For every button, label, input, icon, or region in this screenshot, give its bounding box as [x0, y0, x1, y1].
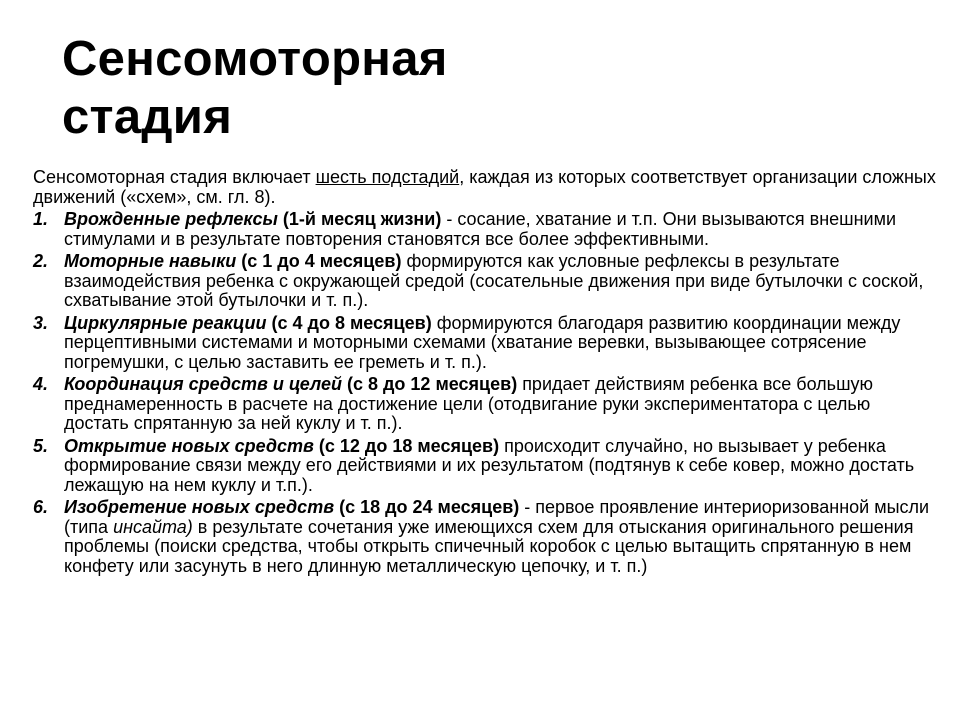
intro-paragraph — [33, 168, 938, 207]
list-item-number: 4. — [33, 374, 49, 394]
intro-text-start: Сенсомоторная стадия включает — [33, 167, 316, 187]
list-item-age: (с 8 до 12 месяцев) — [341, 374, 518, 394]
list-item-text: придает действиям ребенка все большую преднамеренность в расчете на достижение цели (отодвигание руки экспериментатора с целью достать спрятанную за ней куклу и т. п.). — [64, 374, 874, 433]
list-item-age: (с 1 до 4 месяцев) — [236, 251, 402, 271]
slide-body — [33, 168, 938, 579]
list-item-text: формируются благодаря развитию координации между перцептивными системами и моторными схемами (хватание веревки, вызывающее сотрясение погремушки, с целью заставить ее греметь и т. п.). — [64, 312, 901, 372]
substages-list — [33, 210, 938, 576]
list-item-text: - первое проявление интериоризованной мысли (типа — [64, 497, 930, 537]
intro-underlined-phrase: шесть подстадий — [315, 167, 460, 187]
list-item — [33, 314, 938, 373]
list-item-age: (с 18 до 24 месяцев) — [334, 497, 520, 517]
list-item-term: Врожденные рефлексы — [64, 209, 278, 229]
list-item-term: Открытие новых средств — [64, 435, 314, 456]
list-item — [33, 252, 938, 311]
slide-title-line-1: Сенсомоторная — [62, 32, 448, 86]
list-item-term: Циркулярные реакции — [64, 312, 267, 333]
list-item-text: формируются как условные рефлексы в результате взаимодействия ребенка с окружающей средой (сосательные движения при виде бутылочки с соской, схватывание этой бутылочки и т. п.). — [64, 251, 924, 310]
list-item-term: Координация средств и целей — [64, 374, 342, 394]
list-item-italic-text: инсайта) — [113, 516, 193, 537]
list-item-number: 3. — [33, 312, 49, 333]
list-item — [33, 437, 938, 496]
list-item-age: (1-й месяц жизни) — [277, 209, 442, 229]
list-item-age: (с 12 до 18 месяцев) — [313, 435, 500, 456]
list-item-term: Моторные навыки — [64, 251, 237, 271]
list-item-text: - сосание, хватание и т.п. Они вызываются внешними стимулами и в результате повторения становятся все более эффективными. — [64, 209, 897, 249]
list-item — [33, 498, 938, 576]
list-item-age: (с 4 до 8 месяцев) — [266, 312, 432, 333]
list-item-text-end: в результате сочетания уже имеющихся схем для отыскания оригинального решения проблемы (поиски средства, чтобы открыть спичечный коробок с целью вытащить спрятанную в нем конфету или засунуть в него длинную металлическую цепочку, и т. п.) — [64, 516, 914, 576]
list-item-number: 2. — [33, 251, 49, 271]
list-item — [33, 375, 938, 434]
slide-title — [62, 30, 582, 146]
list-item-number: 5. — [33, 435, 49, 456]
intro-text-end: , каждая из которых соответствует организации сложных движений («схем», см. гл. 8). — [33, 167, 936, 207]
list-item-number: 6. — [33, 497, 49, 517]
slide-title-line-2: стадия — [62, 90, 233, 144]
list-item — [33, 210, 938, 249]
list-item-term: Изобретение новых средств — [64, 497, 335, 517]
list-item-text: происходит случайно, но вызывает у ребенка формирование связи между его действиями и их результатом (подтянув к себе ковер, можно достать лежащую на нем куклу и т.п.). — [64, 435, 915, 495]
list-item-number: 1. — [33, 209, 49, 229]
